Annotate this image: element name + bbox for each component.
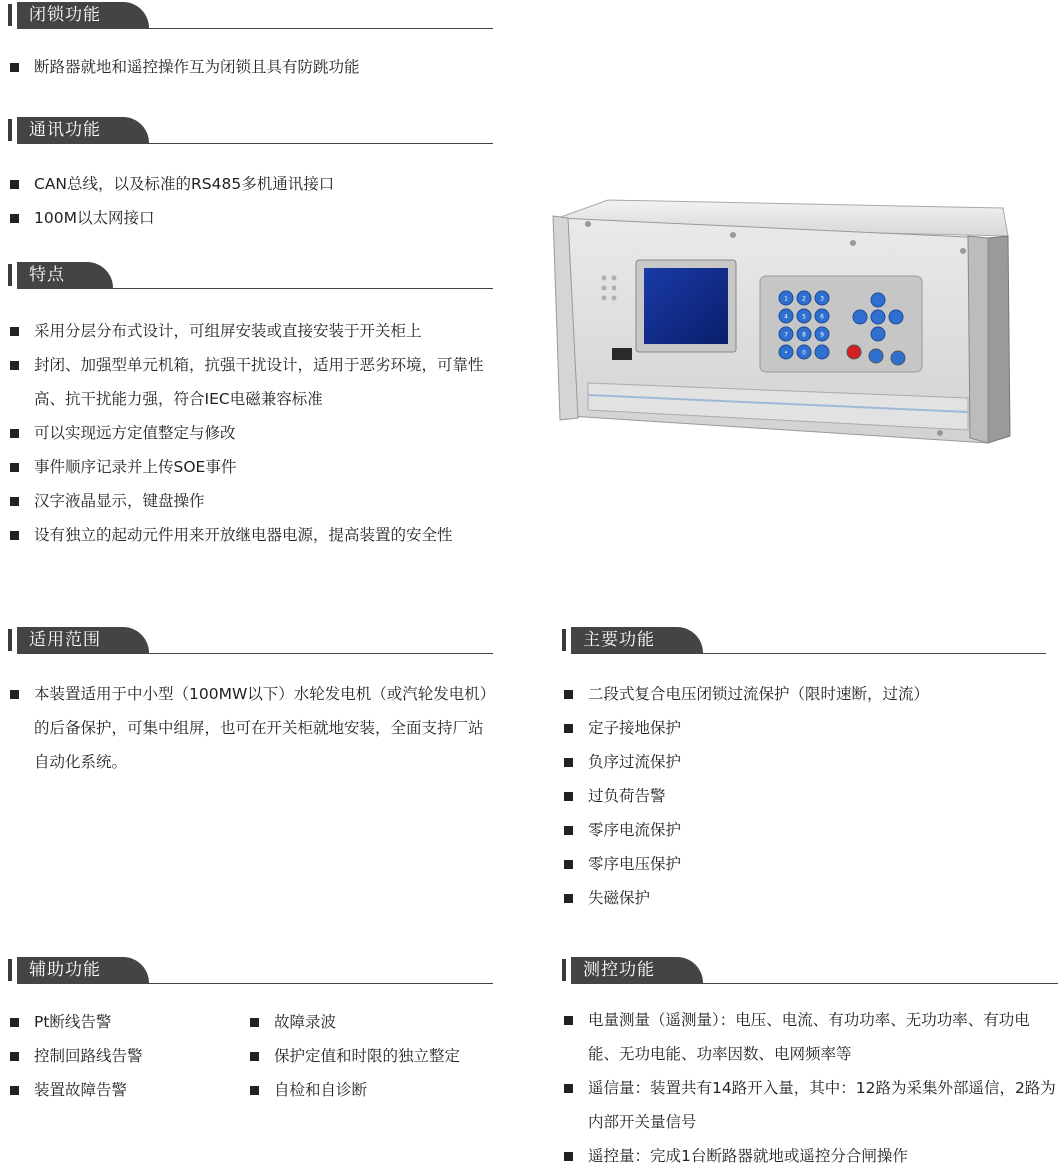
keypad-key-label: 5: [802, 313, 806, 321]
section-header: [562, 955, 1058, 985]
left-arrow-key: [853, 310, 867, 324]
list-item: 零序电压保护: [562, 847, 1046, 881]
keypad-key-label: 6: [820, 313, 824, 321]
keypad-key-label: 0: [802, 349, 806, 357]
list-item: 断路器就地和遥控操作互为闭锁且具有防跳功能: [8, 50, 493, 84]
relay-unit-illustration: [548, 198, 1018, 458]
keypad-key-label: 9: [820, 331, 824, 339]
comm-list: [8, 167, 493, 235]
list-item: Pt断线告警: [8, 1005, 248, 1039]
section-comm: [8, 115, 493, 235]
section-header: [8, 0, 493, 30]
list-item: 采用分层分布式设计，可组屏安装或直接安装于开关柜上: [8, 314, 493, 348]
header-bar: [8, 119, 12, 141]
list-item: 定子接地保护: [562, 711, 1046, 745]
keypad-key-label: 4: [784, 313, 788, 321]
reset-key: [847, 345, 861, 359]
list-item: 封闭、加强型单元机箱，抗强干扰设计，适用于恶劣环境，可靠性高、抗干扰能力强，符合IEC电磁兼容标准: [8, 348, 493, 416]
enter-key: [871, 310, 885, 324]
section-lockout: [8, 0, 493, 84]
section-title: 测控功能: [571, 957, 703, 983]
section-title: 通讯功能: [17, 117, 149, 143]
keypad-key-label: 7: [784, 331, 788, 339]
header-rule: [571, 983, 1058, 984]
list-item: 保护定值和时限的独立整定: [248, 1039, 493, 1073]
section-header: [562, 625, 1046, 655]
keypad-key-label: 8: [802, 331, 806, 339]
section-header: [8, 625, 493, 655]
list-item: 事件顺序记录并上传SOE事件: [8, 450, 493, 484]
header-rule: [571, 653, 1046, 654]
list-item: 控制回路线告警: [8, 1039, 248, 1073]
keypad-key-label: •: [784, 349, 788, 357]
list-item: 负序过流保护: [562, 745, 1046, 779]
section-measure: [562, 955, 1058, 1173]
header-rule: [17, 288, 493, 289]
header-rule: [17, 143, 493, 144]
list-item: 设有独立的起动元件用来开放继电器电源，提高装置的安全性: [8, 518, 493, 552]
header-bar: [562, 959, 566, 981]
header-rule: [17, 983, 493, 984]
header-bar: [8, 4, 12, 26]
cancel-key: [869, 349, 883, 363]
header-bar: [8, 959, 12, 981]
device-photo: [548, 198, 1018, 458]
list-item: 遥控量：完成1台断路器就地或遥控分合闸操作: [562, 1139, 1058, 1173]
list-item: 自检和自诊断: [248, 1073, 493, 1107]
keypad-key: [815, 345, 829, 359]
list-item: 故障录波: [248, 1005, 493, 1039]
section-title: 闭锁功能: [17, 2, 149, 28]
keypad-key-label: 1: [784, 295, 788, 303]
list-item: 过负荷告警: [562, 779, 1046, 813]
section-scope: [8, 625, 493, 779]
scope-list: [8, 677, 493, 779]
section-features: [8, 260, 493, 552]
features-list: [8, 314, 493, 552]
header-bar: [562, 629, 566, 651]
list-item: 二段式复合电压闭锁过流保护（限时速断，过流）: [562, 677, 1046, 711]
list-item: 本装置适用于中小型（100MW以下）水轮发电机（或汽轮发电机）的后备保护，可集中组屏，也可在开关柜就地安装，全面支持厂站自动化系统。: [8, 677, 493, 779]
header-rule: [17, 653, 493, 654]
section-title: 辅助功能: [17, 957, 149, 983]
list-item: 装置故障告警: [8, 1073, 248, 1107]
list-item: 汉字液晶显示，键盘操作: [8, 484, 493, 518]
section-title: 适用范围: [17, 627, 149, 653]
section-title: 特点: [17, 262, 113, 288]
section-title: 主要功能: [571, 627, 703, 653]
measure-list: [562, 1003, 1058, 1173]
aux-list-col2: [248, 1005, 493, 1107]
list-item: 失磁保护: [562, 881, 1046, 915]
section-header: [8, 115, 493, 145]
down-arrow-key: [871, 327, 885, 341]
header-bar: [8, 629, 12, 651]
right-arrow-key: [889, 310, 903, 324]
section-header: [8, 260, 493, 290]
keypad-key-label: 3: [820, 295, 824, 303]
exit-key: [891, 351, 905, 365]
list-item: 电量测量（遥测量）：电压、电流、有功功率、无功功率、有功电能、无功电能、功率因数、电网频率等: [562, 1003, 1058, 1071]
list-item: 可以实现远方定值整定与修改: [8, 416, 493, 450]
section-header: [8, 955, 493, 985]
lockout-list: [8, 50, 493, 84]
list-item: CAN总线，以及标准的RS485多机通讯接口: [8, 167, 493, 201]
up-arrow-key: [871, 293, 885, 307]
section-aux: [8, 955, 493, 1107]
section-main-functions: [562, 625, 1046, 915]
aux-list-col1: [8, 1005, 248, 1107]
header-rule: [17, 28, 493, 29]
list-item: 遥信量：装置共有14路开入量，其中：12路为采集外部遥信，2路为内部开关量信号: [562, 1071, 1058, 1139]
keypad-key-label: 2: [802, 295, 806, 303]
list-item: 零序电流保护: [562, 813, 1046, 847]
main-functions-list: [562, 677, 1046, 915]
header-bar: [8, 264, 12, 286]
list-item: 100M以太网接口: [8, 201, 493, 235]
